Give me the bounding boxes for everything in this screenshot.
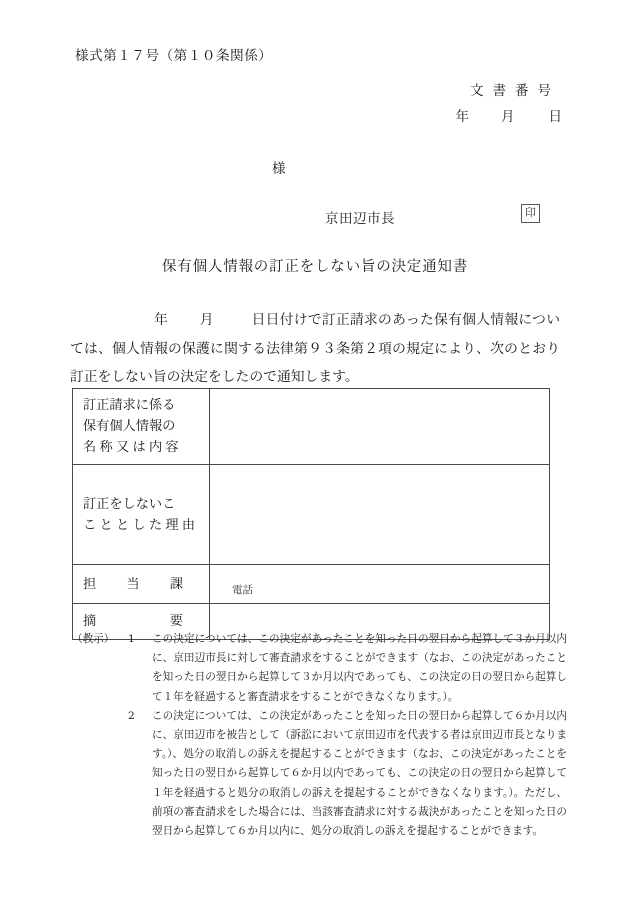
note-item xyxy=(72,707,567,841)
table-row xyxy=(73,465,550,565)
note-item xyxy=(72,630,567,707)
note-text: この決定については、この決定があったことを知った日の翌日から起算して６か月以内に、京田辺市を被告として（訴訟において京田辺市を代表する者は京田辺市長となります。）、処分の取消しの訴えを提起することができます（なお、この決定があったことを知った日の翌日から起算して６か月以内であっても、この決定の日の翌日から起算して１年を経過すると処分の取消しの訴えを提起することができなくなります。）。ただし、前項の審査請求をした場合には、当該審査請求に対する裁決があったことを知った日の翌日から起算して６か月以内に、処分の取消しの訴えを提起することができます。 xyxy=(152,709,567,838)
document-number-label: 文書番号 xyxy=(470,83,560,99)
telephone-label: 電話 xyxy=(232,584,253,596)
document-date-blank xyxy=(456,104,563,130)
body-day-label: 日 xyxy=(251,312,266,328)
instruction-notes xyxy=(72,630,567,841)
notes-tag: （教示） xyxy=(72,633,115,645)
request-date-blank xyxy=(154,306,265,335)
label-line: 摘要 xyxy=(83,614,183,629)
addressee-honorific: 様 xyxy=(272,161,286,177)
label-line: こととした理由 xyxy=(83,517,199,533)
note-number: 1 xyxy=(128,633,135,645)
page-title: 保有個人情報の訂正をしない旨の決定通知書 xyxy=(162,259,468,275)
label-line: 訂正をしないこ xyxy=(83,496,176,512)
form-number: 様式第１７号（第１０条関係） xyxy=(75,48,273,64)
row-label-subject-info xyxy=(73,389,210,465)
issuer-row xyxy=(0,207,630,229)
row-value-subject-info[interactable] xyxy=(210,389,550,465)
body-paragraph xyxy=(70,306,560,392)
label-line: 担当課 xyxy=(83,576,183,592)
label-line: 名称又は内容 xyxy=(83,440,182,455)
table-row xyxy=(73,565,550,604)
note-number: 2 xyxy=(128,709,135,722)
date-day-label: 日 xyxy=(548,109,562,125)
seal-icon: 印 xyxy=(521,204,540,223)
label-line: 保有個人情報の xyxy=(83,419,176,434)
document-number-block xyxy=(456,78,563,130)
note-text: この決定については、この決定があったことを知った日の翌日から起算して３か月以内に、京田辺市長に対して審査請求をすることができます（なお、この決定があったことを知った日の翌日から起算して３か月以内であっても、この決定の日の翌日から起算して１年を経過すると審査請求をすることができなくなります。）。 xyxy=(152,633,567,703)
body-year-label: 年 xyxy=(154,312,168,328)
decision-table xyxy=(72,388,550,640)
row-label-department xyxy=(73,565,210,604)
table-row xyxy=(73,389,550,465)
row-value-reason[interactable] xyxy=(210,465,550,565)
row-value-department[interactable] xyxy=(210,565,550,604)
row-label-reason xyxy=(73,465,210,565)
date-year-label: 年 xyxy=(455,109,469,125)
body-month-label: 月 xyxy=(199,312,214,328)
body-text: 日付けで訂正請求のあった保有個人情報については、個人情報の保護に関する法律第９３条第２項の規定により、次のとおり訂正をしない旨の決定をしたので通知します。 xyxy=(70,312,560,385)
date-month-label: 月 xyxy=(501,109,515,125)
label-line: 訂正請求に係る xyxy=(83,398,176,413)
issuer-name: 京田辺市長 xyxy=(325,211,395,227)
